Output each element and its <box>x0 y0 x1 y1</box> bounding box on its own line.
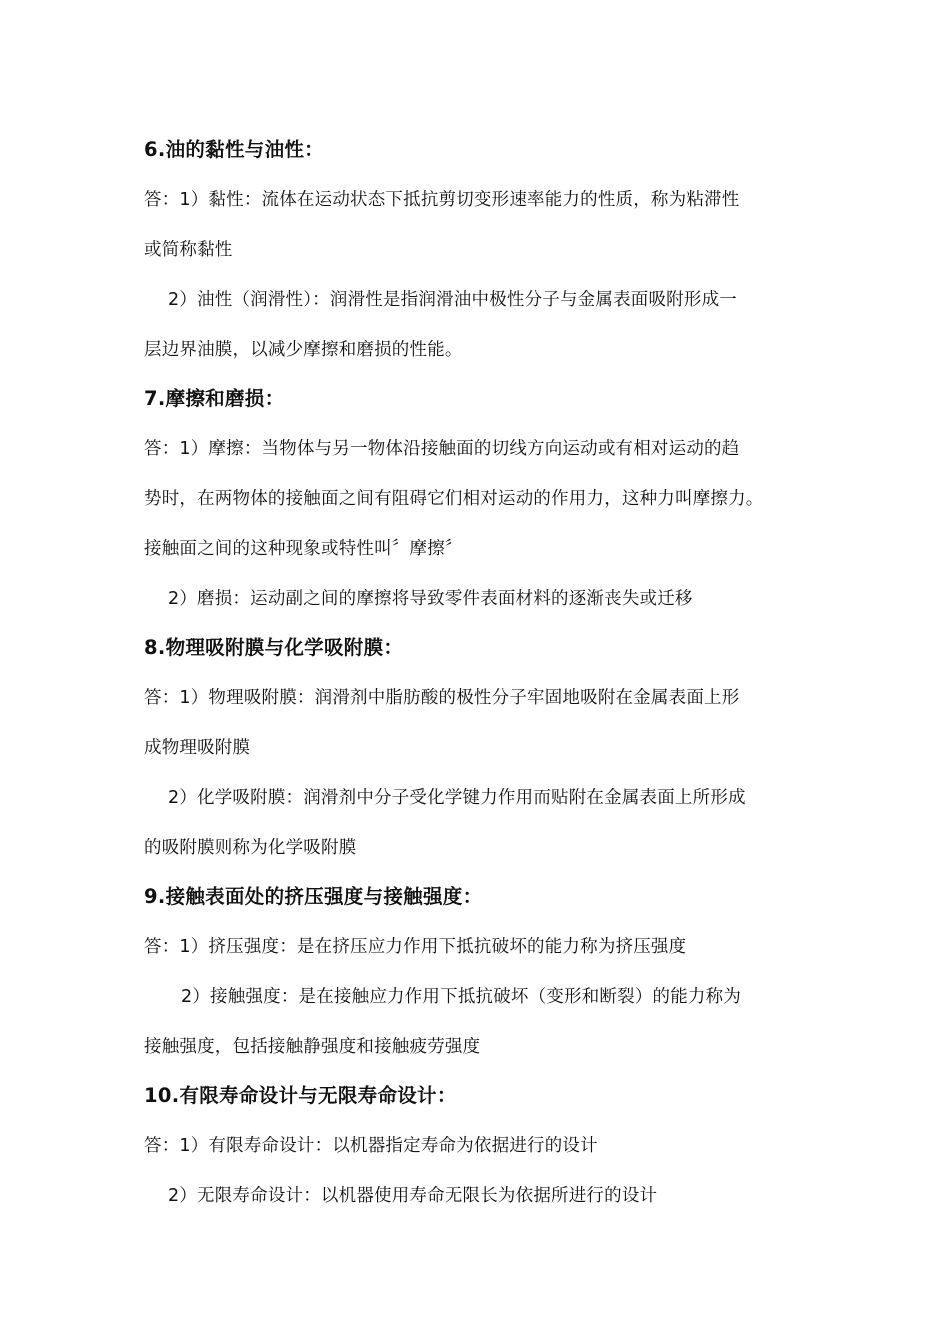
paragraph-line: 答：1）黏性：流体在运动状态下抵抗剪切变形速率能力的性质，称为粘滞性 <box>144 190 740 210</box>
paragraph-line: 成物理吸附膜 <box>144 738 251 758</box>
section-heading: 9.接触表面处的挤压强度与接触强度： <box>144 885 483 908</box>
section-heading: 8.物理吸附膜与化学吸附膜： <box>144 636 404 659</box>
paragraph-line: 接触强度，包括接触静强度和接触疲劳强度 <box>144 1037 481 1057</box>
section-heading: 7.摩擦和磨损： <box>144 387 285 410</box>
paragraph-line: 的吸附膜则称为化学吸附膜 <box>144 838 357 858</box>
paragraph-line: 接触面之间的这种现象或特性叫〞摩擦〞 <box>144 539 463 559</box>
paragraph-line: 2）化学吸附膜：润滑剂中分子受化学键力作用而贴附在金属表面上所形成 <box>168 788 746 808</box>
section-heading: 10.有限寿命设计与无限寿命设计： <box>144 1084 457 1107</box>
paragraph-line: 答：1）摩擦：当物体与另一物体沿接触面的切线方向运动或有相对运动的趋 <box>144 439 740 459</box>
paragraph-line: 2）接触强度：是在接触应力作用下抵抗破坏（变形和断裂）的能力称为 <box>181 987 742 1007</box>
paragraph-line: 2）油性（润滑性）：润滑性是指润滑油中极性分子与金属表面吸附形成一 <box>168 290 737 310</box>
paragraph-line: 答：1）物理吸附膜：润滑剂中脂肪酸的极性分子牢固地吸附在金属表面上形 <box>144 688 740 708</box>
paragraph-line: 答：1）有限寿命设计：以机器指定寿命为依据进行的设计 <box>144 1136 598 1156</box>
paragraph-line: 答：1）挤压强度：是在挤压应力作用下抵抗破坏的能力称为挤压强度 <box>144 937 687 957</box>
paragraph-line: 或简称黏性 <box>144 240 233 260</box>
paragraph-line: 2）无限寿命设计：以机器使用寿命无限长为依据所进行的设计 <box>168 1186 658 1206</box>
paragraph-line: 2）磨损：运动副之间的摩擦将导致零件表面材料的逐渐丧失或迁移 <box>168 589 693 609</box>
paragraph-line: 势时，在两物体的接触面之间有阻碍它们相对运动的作用力，这种力叫摩擦力。 <box>144 489 764 509</box>
paragraph-line: 层边界油膜，以减少摩擦和磨损的性能。 <box>144 340 463 360</box>
section-heading: 6.油的黏性与油性： <box>144 138 324 161</box>
